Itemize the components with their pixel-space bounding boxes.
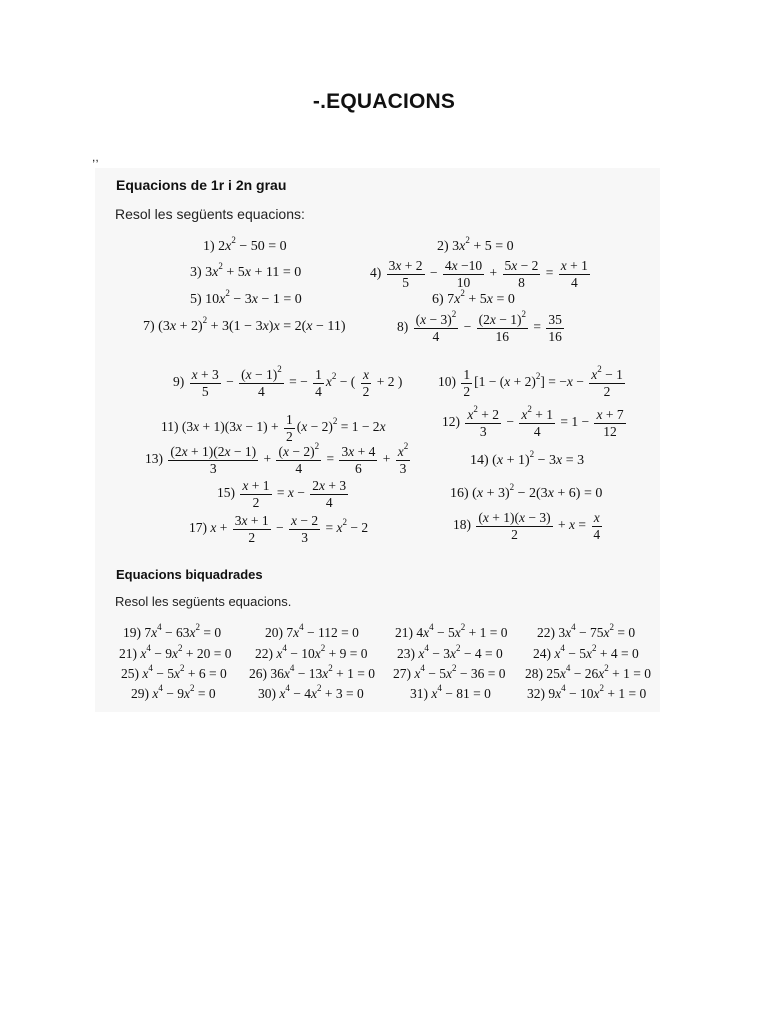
instruction-2: Resol les següents equacions.: [115, 594, 292, 609]
equation-19: 19) $7x^4 - 63x^2 = 0$: [123, 622, 222, 640]
equation-27: 27) $x^4 - 5x^2 - 36 = 0$: [393, 663, 506, 681]
stray-marks: ,,: [92, 150, 99, 164]
equation-32: 32) $9x^4 - 10x^2 + 1 = 0$: [527, 683, 647, 701]
equation-21a: 21) $4x^4 - 5x^2 + 1 = 0$: [395, 622, 508, 640]
equation-5: 5) $10x^2 - 3x - 1 = 0$: [190, 288, 302, 307]
equation-17: 17) x + $\frac{3x + 1}{2}$ − $\frac{x - 2}{3}$ = $x^2 - 2$: [189, 513, 369, 545]
equation-22b: 22) $x^4 - 10x^2 + 9 = 0$: [255, 643, 368, 661]
equation-24: 24) $x^4 - 5x^2 + 4 = 0$: [533, 643, 639, 661]
equation-25: 25) $x^4 - 5x^2 + 6 = 0$: [121, 663, 227, 681]
equation-30: 30) $x^4 - 4x^2 + 3 = 0$: [258, 683, 364, 701]
equation-29: 29) $x^4 - 9x^2 = 0$: [131, 683, 216, 701]
equation-31: 31) $x^4 - 81 = 0$: [410, 683, 491, 701]
exercise-image: [95, 168, 660, 712]
equation-1: 1) $2x^2 - 50 = 0$: [203, 235, 287, 254]
equation-20: 20) $7x^4 - 112 = 0$: [265, 622, 359, 640]
equation-16: 16) $(x + 3)^2 - 2(3x + 6) = 0$: [450, 482, 603, 501]
equation-26: 26) $36x^4 - 13x^2 + 1 = 0$: [249, 663, 375, 681]
equation-22a: 22) $3x^4 - 75x^2 = 0$: [537, 622, 636, 640]
section-heading-1: Equacions de 1r i 2n grau: [116, 177, 287, 193]
equation-21b: 21) $x^4 - 9x^2 + 20 = 0$: [119, 643, 232, 661]
equation-12: 12) $\frac{x^2 + 2}{3}$ − $\frac{x^2 + 1}{4}$ = 1 − $\frac{x + 7}{12}$: [442, 404, 624, 439]
equation-9: 9) $\frac{x + 3}{5}$ − $\frac{(x - 1)^2}{4}$ = − $\frac{1}{4}$ $x^2$ − ( $\frac{x}{2}$ + 2 ): [173, 364, 403, 399]
instruction-1: Resol les següents equacions:: [115, 206, 305, 222]
equation-13: 13) $\frac{(2x + 1)(2x - 1)}{3}$ + $\frac{(x - 2)^2}{4}$ = $\frac{3x + 4}{6}$ + $\frac{x^2}{3}$: [145, 441, 409, 476]
equation-14: 14) $(x + 1)^2 - 3x = 3$: [470, 449, 585, 468]
equation-10: 10) $\frac{1}{2}$ $[1 - (x + 2)^2] = -x$ − $\frac{x^2 - 1}{2}$: [438, 364, 623, 399]
equation-18: 18) $\frac{(x + 1)(x - 3)}{2}$ + x = $\frac{x}{4}$: [453, 510, 601, 542]
page-title: -.EQUACIONS: [312, 90, 456, 113]
equation-6: 6) $7x^2 + 5x = 0$: [432, 288, 515, 307]
equation-3: 3) $3x^2 + 5x + 11 = 0$: [190, 261, 302, 280]
equation-15: 15) $\frac{x + 1}{2}$ = x − $\frac{2x + 3}{4}$: [217, 478, 347, 510]
section-heading-2: Equacions biquadrades: [116, 567, 263, 582]
equation-7: 7) $(3x + 2)^2 + 3(1 - 3x)x = 2(x - 11)$: [143, 315, 346, 334]
equation-23: 23) $x^4 - 3x^2 - 4 = 0$: [397, 643, 503, 661]
equation-2: 2) $3x^2 + 5 = 0$: [437, 235, 514, 254]
equation-8: 8) $\frac{(x - 3)^2}{4}$ − $\frac{(2x - 1)^2}{16}$ = $\frac{35}{16}$: [397, 309, 562, 344]
equation-28: 28) $25x^4 - 26x^2 + 1 = 0$: [525, 663, 651, 681]
equation-11: 11) (3x + 1)(3x − 1) + $\frac{1}{2}$ $(x - 2)^2 = 1 - 2x$: [161, 412, 386, 444]
equation-4: 4) $\frac{3x + 2}{5}$ − $\frac{4x -10}{10}$ + $\frac{5x - 2}{8}$ = $\frac{x + 1}{4}$: [370, 258, 588, 290]
